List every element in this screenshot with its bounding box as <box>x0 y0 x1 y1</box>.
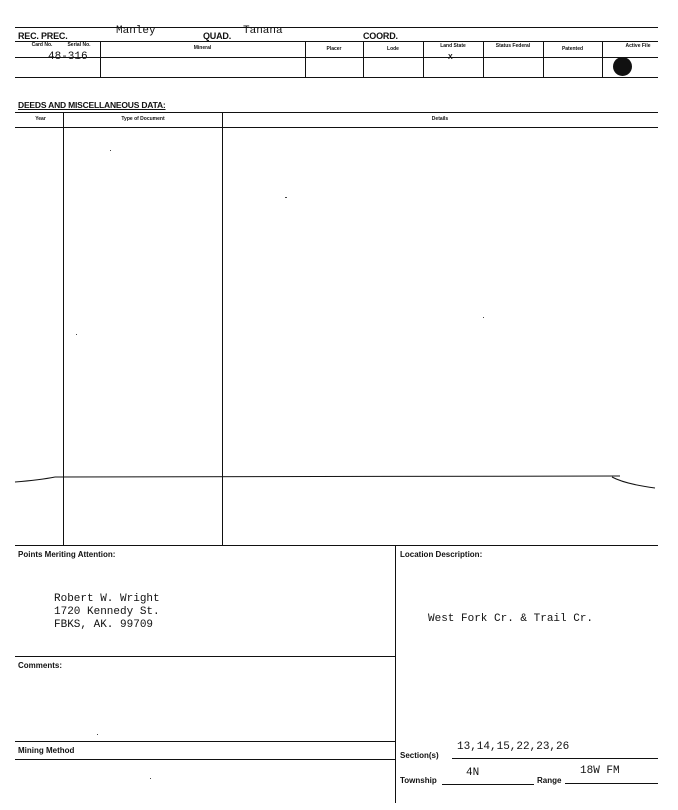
card-no-header: Card No. <box>31 42 53 48</box>
header-rule-mid <box>15 57 658 58</box>
quad-value: Tanana <box>243 25 283 37</box>
points-line-1: Robert W. Wright <box>54 593 160 605</box>
range-rule <box>565 783 658 784</box>
range-value: 18W FM <box>580 765 620 777</box>
serial-no-header: Serial No. <box>67 42 91 48</box>
lower-col-div <box>395 545 396 803</box>
fold-line <box>10 470 660 492</box>
header-rule-bottom <box>15 77 658 78</box>
mineral-header: Mineral <box>193 45 212 51</box>
points-line-3: FBKS, AK. 99709 <box>54 619 154 631</box>
header-col-div <box>423 41 424 77</box>
deeds-rule-top <box>15 112 658 113</box>
mining-method-rule <box>15 741 395 742</box>
mining-method-rule-bottom <box>15 759 395 760</box>
comments-rule <box>15 656 395 657</box>
patented-header: Patented <box>561 46 584 52</box>
points-label: Points Meriting Attention: <box>18 550 116 559</box>
details-header: Details <box>431 116 449 122</box>
sections-rule <box>452 758 658 759</box>
speck <box>285 197 287 198</box>
sections-label: Section(s) <box>400 751 439 760</box>
speck <box>483 317 484 318</box>
type-of-document-header: Type of Document <box>121 116 165 122</box>
deeds-title: DEEDS AND MISCELLANEOUS DATA: <box>18 100 166 110</box>
header-col-div <box>483 41 484 77</box>
rec-prec-label: REC. PREC. <box>18 31 68 41</box>
location-label: Location Description: <box>400 550 483 559</box>
points-line-2: 1720 Kennedy St. <box>54 606 160 618</box>
coord-label: COORD. <box>363 31 398 41</box>
active-file-header: Active File <box>625 43 651 49</box>
speck <box>97 734 98 735</box>
mining-method-label: Mining Method <box>18 746 75 755</box>
quad-label: QUAD. <box>203 31 231 41</box>
status-federal-header: Status Federal <box>495 43 531 49</box>
township-label: Township <box>400 776 437 785</box>
sections-value: 13,14,15,22,23,26 <box>457 741 570 753</box>
range-label: Range <box>537 776 562 785</box>
township-value: 4N <box>466 767 480 779</box>
speck <box>150 778 151 779</box>
header-rule <box>15 41 658 42</box>
land-state-header: Land State <box>440 43 466 49</box>
deeds-rule-bottom <box>15 545 658 546</box>
comments-label: Comments: <box>18 661 63 670</box>
deeds-rule-header <box>15 127 658 128</box>
lode-header: Lode <box>387 46 399 52</box>
location-value: West Fork Cr. & Trail Cr. <box>428 613 594 625</box>
speck <box>76 334 77 335</box>
header-rule-top <box>15 27 658 28</box>
active-file-dot <box>613 57 632 76</box>
placer-header: Placer <box>326 46 342 52</box>
speck <box>110 150 111 151</box>
township-rule <box>442 784 534 785</box>
land-state-mark: X <box>448 54 453 61</box>
card-number-value: 48-316 <box>48 51 88 63</box>
rec-prec-value: Manley <box>116 25 156 37</box>
year-header: Year <box>35 116 46 122</box>
header-col-div <box>602 41 603 77</box>
